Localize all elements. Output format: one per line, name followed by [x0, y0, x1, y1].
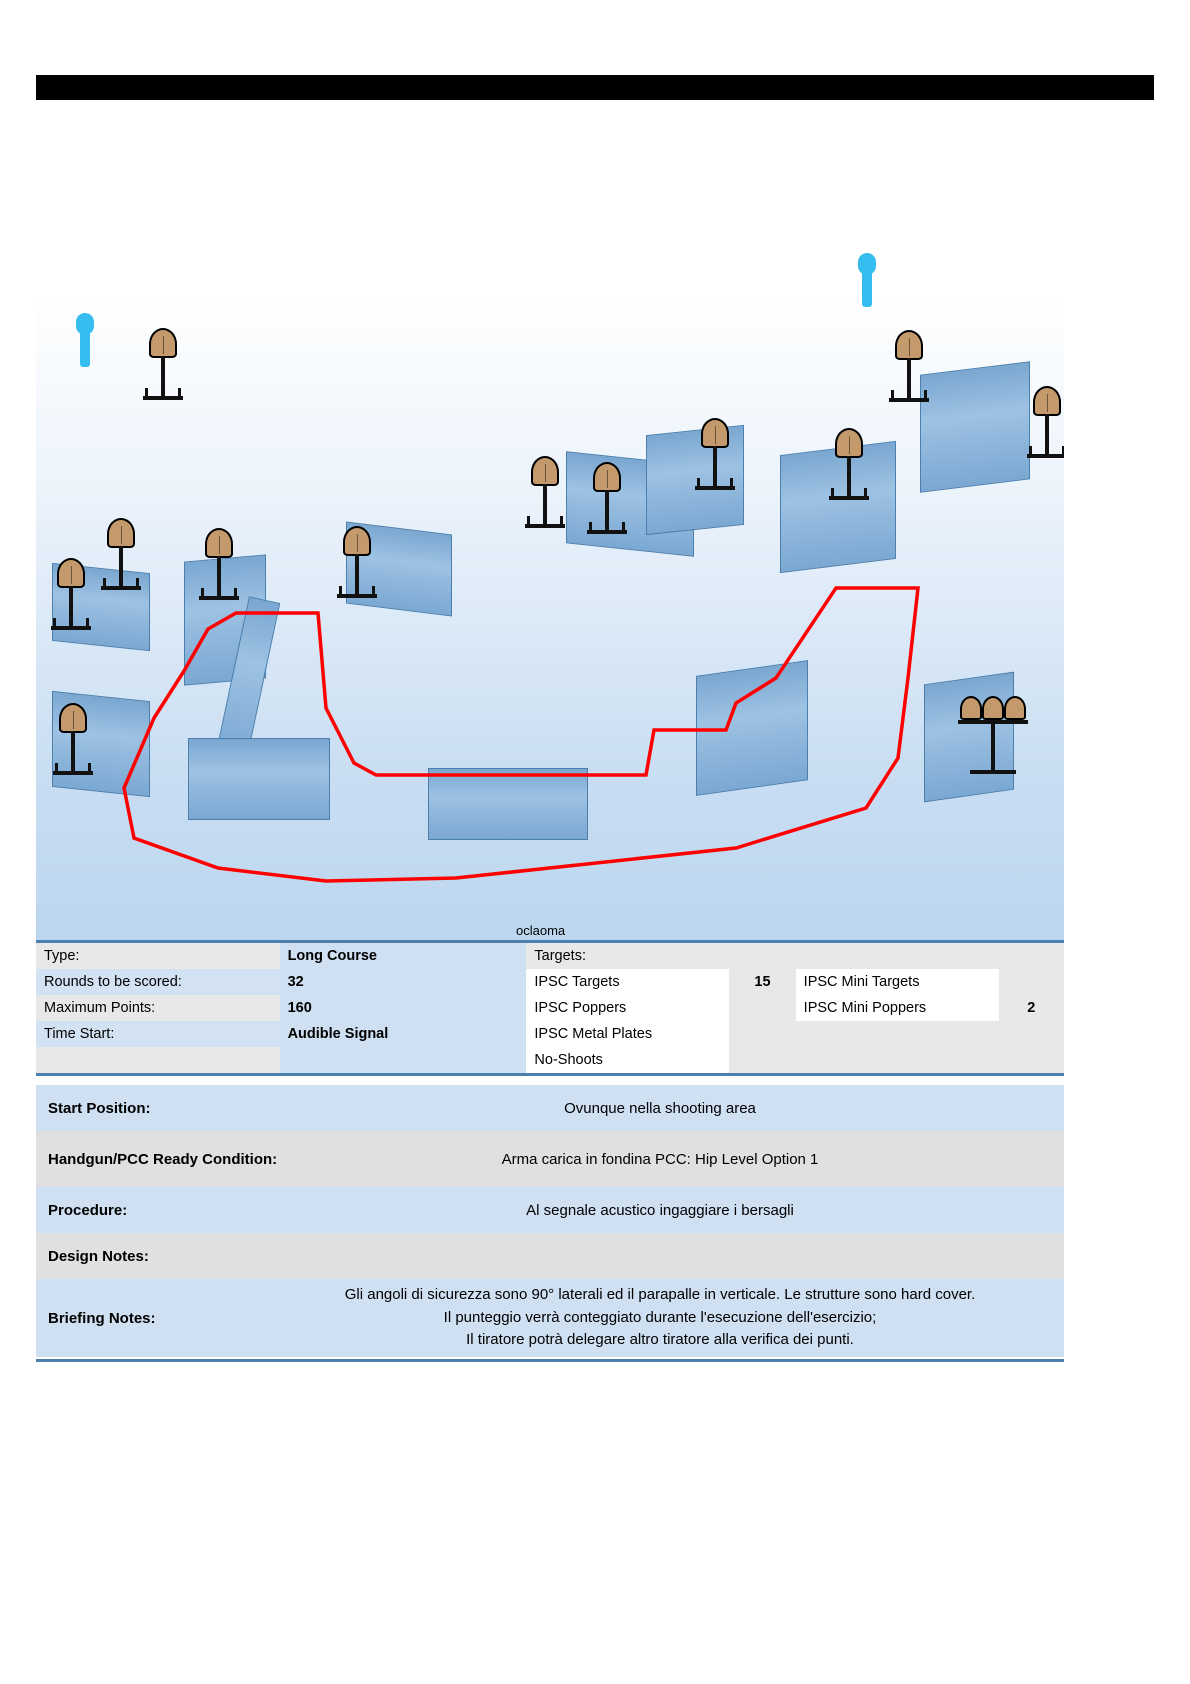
notes-bottom-rule — [36, 1359, 1064, 1362]
stand-foot — [697, 478, 700, 488]
stand-post — [1045, 414, 1049, 456]
stand-foot — [560, 516, 563, 526]
meta-value: Long Course — [280, 943, 527, 969]
targets-type-2 — [796, 1021, 999, 1047]
stand-post — [69, 586, 73, 628]
targets-type-2: IPSC Mini Targets — [796, 969, 999, 995]
meta-value: Audible Signal — [280, 1021, 527, 1047]
briefing-note-line: Gli angoli di sicurezza sono 90° laterali ed il parapalle in verticale. Le strutture sono hard cover. — [344, 1286, 976, 1304]
targets-type: No-Shoots — [526, 1047, 729, 1073]
targets-type: IPSC Targets — [526, 969, 729, 995]
stand-foot — [372, 586, 375, 596]
header-black-bar — [36, 75, 1154, 100]
targets-type-2: IPSC Mini Poppers — [796, 995, 999, 1021]
meta-key: Rounds to be scored: — [36, 969, 280, 995]
ipsc-mini-popper — [74, 313, 96, 371]
wall-panel — [188, 738, 330, 820]
ipsc-target-stand — [584, 462, 630, 542]
stand-base — [51, 626, 91, 630]
stand-foot — [527, 516, 530, 526]
design-notes-label: Design Notes: — [48, 1247, 149, 1265]
targets-count-2 — [999, 1047, 1064, 1073]
targets-count — [729, 943, 795, 969]
procedure-value: Al segnale acustico ingaggiare i bersagli — [526, 1201, 794, 1219]
stand-foot — [1062, 446, 1064, 456]
ipsc-target-stand — [48, 558, 94, 638]
ipsc-target-stand — [50, 703, 96, 783]
targets-count: 15 — [729, 969, 795, 995]
stand-post — [847, 456, 851, 498]
stand-foot — [53, 618, 56, 628]
targets-count — [729, 1047, 795, 1073]
ipsc-target-stand — [98, 518, 144, 598]
design-notes-row — [36, 1233, 1064, 1279]
popper-body — [80, 331, 90, 367]
targets-count-2 — [999, 943, 1064, 969]
stand-foot — [103, 578, 106, 588]
stand-base — [889, 398, 929, 402]
briefing-note-line: Il punteggio verrà conteggiato durante l'esecuzione dell'esercizio; — [443, 1308, 877, 1326]
targets-count-2: 2 — [999, 995, 1064, 1021]
start-position-value: Ovunque nella shooting area — [564, 1099, 756, 1117]
briefing-notes-label: Briefing Notes: — [48, 1309, 156, 1327]
stand-post — [217, 556, 221, 598]
ipsc-target-stand — [334, 526, 380, 606]
briefing-notes-value — [286, 1284, 1064, 1352]
ipsc-mini-target — [960, 696, 982, 720]
meta-value: 160 — [280, 995, 527, 1021]
targets-count-2 — [999, 1021, 1064, 1047]
ready-condition-value: Arma carica in fondina PCC: Hip Level Option 1 — [501, 1150, 819, 1168]
ipsc-target-stand — [1024, 386, 1064, 466]
table-row — [36, 1021, 1064, 1047]
procedure-row — [36, 1187, 1064, 1233]
wall-panel — [428, 768, 588, 840]
targets-header-2 — [796, 943, 999, 969]
ready-condition-row — [36, 1131, 1064, 1187]
stand-base — [1027, 454, 1064, 458]
stand-base — [525, 524, 565, 528]
stand-foot — [1029, 446, 1032, 456]
meta-table — [36, 943, 1064, 1073]
ipsc-mini-popper — [856, 253, 878, 311]
ready-condition-label: Handgun/PCC Ready Condition: — [48, 1150, 278, 1168]
ipsc-target — [107, 518, 135, 548]
ipsc-target — [205, 528, 233, 558]
stand-foot — [339, 586, 342, 596]
stand-post — [543, 484, 547, 526]
stand-base — [101, 586, 141, 590]
stand-foot — [145, 388, 148, 398]
stand-foot — [201, 588, 204, 598]
stand-base — [337, 594, 377, 598]
targets-count-2 — [999, 969, 1064, 995]
stand-base — [587, 530, 627, 534]
stand-post — [907, 358, 911, 400]
stand-foot — [88, 763, 91, 773]
table-row — [36, 995, 1064, 1021]
ipsc-target — [531, 456, 559, 486]
stand-foot — [136, 578, 139, 588]
targets-type-2 — [796, 1047, 999, 1073]
procedure-label: Procedure: — [48, 1201, 128, 1219]
meta-key — [36, 1047, 280, 1073]
stand-post — [71, 731, 75, 773]
stand-base — [143, 396, 183, 400]
meta-bottom-rule — [36, 1073, 1064, 1076]
ipsc-target — [57, 558, 85, 588]
ipsc-target — [701, 418, 729, 448]
rack-base — [970, 770, 1016, 774]
wall-panel — [920, 361, 1030, 493]
table-row — [36, 943, 1064, 969]
stand-foot — [622, 522, 625, 532]
stand-foot — [178, 388, 181, 398]
targets-type: IPSC Metal Plates — [526, 1021, 729, 1047]
meta-key: Maximum Points: — [36, 995, 280, 1021]
table-row — [36, 969, 1064, 995]
meta-key: Type: — [36, 943, 280, 969]
ipsc-target-stand — [140, 328, 186, 408]
stand-foot — [730, 478, 733, 488]
ipsc-target — [895, 330, 923, 360]
briefing-note-line: Il tiratore potrà delegare altro tiratore alla verifica dei punti. — [466, 1331, 854, 1349]
stand-foot — [864, 488, 867, 498]
stage-meta-table — [36, 940, 1064, 1076]
stand-base — [53, 771, 93, 775]
stand-post — [713, 446, 717, 488]
ipsc-mini-target — [1004, 696, 1026, 720]
ipsc-target-stand — [196, 528, 242, 608]
stand-foot — [589, 522, 592, 532]
ipsc-target-stand — [826, 428, 872, 508]
targets-count — [729, 1021, 795, 1047]
stage-notes — [36, 1085, 1064, 1362]
stand-foot — [891, 390, 894, 400]
meta-value — [280, 1047, 527, 1073]
table-row — [36, 1047, 1064, 1073]
stand-post — [355, 554, 359, 596]
popper-body — [862, 271, 872, 307]
briefing-notes-row — [36, 1279, 1064, 1357]
stand-foot — [831, 488, 834, 498]
wall-panel — [696, 660, 808, 796]
targets-type: IPSC Poppers — [526, 995, 729, 1021]
diagram-caption: oclaoma — [516, 923, 566, 938]
targets-header: Targets: — [526, 943, 729, 969]
stand-base — [829, 496, 869, 500]
meta-value: 32 — [280, 969, 527, 995]
ipsc-target-stand — [886, 330, 932, 410]
ipsc-target-stand — [522, 456, 568, 536]
stand-foot — [924, 390, 927, 400]
ipsc-mini-target-rack — [958, 696, 1028, 786]
ipsc-target — [59, 703, 87, 733]
ipsc-target-stand — [692, 418, 738, 498]
targets-count — [729, 995, 795, 1021]
ipsc-target — [149, 328, 177, 358]
rack-post — [991, 722, 995, 772]
stand-base — [695, 486, 735, 490]
stand-foot — [86, 618, 89, 628]
ipsc-target — [593, 462, 621, 492]
stand-post — [119, 546, 123, 588]
start-position-row — [36, 1085, 1064, 1131]
stand-base — [199, 596, 239, 600]
stand-post — [161, 356, 165, 398]
start-position-label: Start Position: — [48, 1099, 151, 1117]
stand-post — [605, 490, 609, 532]
ipsc-target — [1033, 386, 1061, 416]
ipsc-target — [343, 526, 371, 556]
meta-key: Time Start: — [36, 1021, 280, 1047]
stage-diagram — [36, 148, 1064, 943]
stand-foot — [234, 588, 237, 598]
stand-foot — [55, 763, 58, 773]
ipsc-mini-target — [982, 696, 1004, 720]
ipsc-target — [835, 428, 863, 458]
